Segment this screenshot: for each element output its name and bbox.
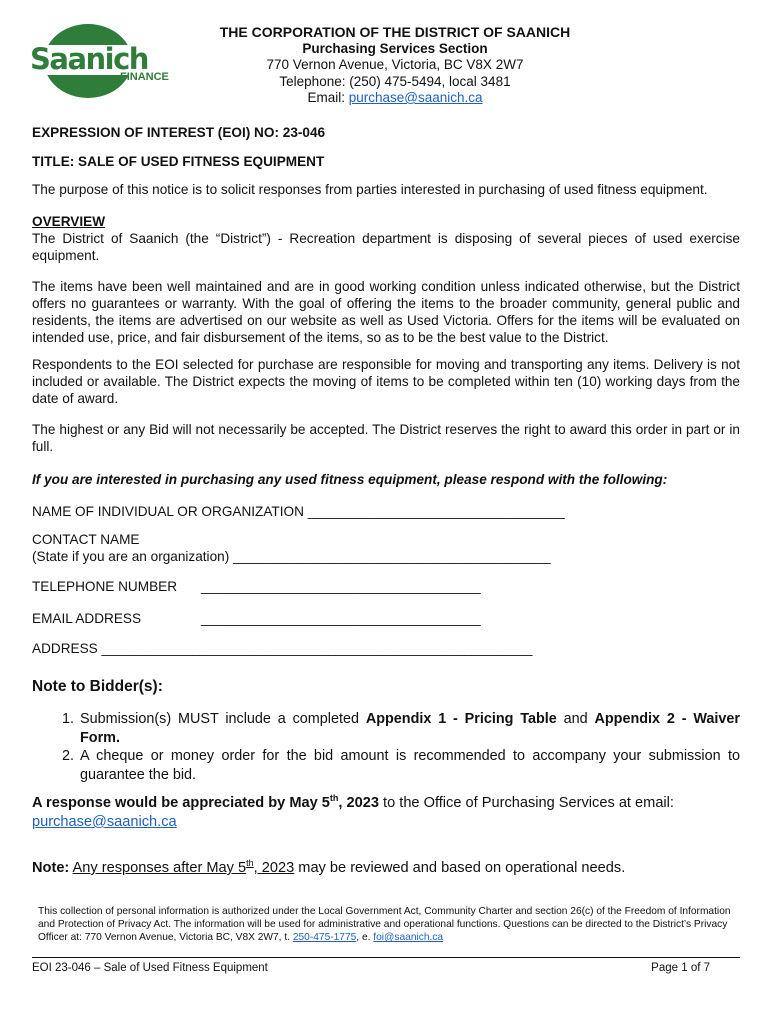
bidder-list-wrapper: [32, 710, 740, 784]
name-label: NAME OF INDIVIDUAL OR ORGANIZATION: [32, 504, 304, 519]
overview-paragraph-2: The items have been well maintained and are in good working condition unless indicated otherwise, but the District offers no guarantees or warranty. With the goal of offering the items to the broader community, general public and residents, the items are advertised on our website as well as Used Victoria. Offers for the items will be evaluated on intended use, price, and fair disbursement of the items, so as to be the best value to the District.: [32, 279, 740, 345]
name-field[interactable]: [32, 504, 565, 519]
header-email-row: [200, 90, 590, 107]
email-blank[interactable]: _____________________________________: [201, 611, 481, 626]
contact-label: CONTACT NAME: [32, 532, 140, 547]
header-address: 770 Vernon Avenue, Victoria, BC V8X 2W7: [266, 57, 524, 72]
overview-paragraph-4: The highest or any Bid will not necessarily be accepted. The District reserves the right to award this order in part or in full.: [32, 422, 740, 454]
saanich-logo-graphic: [28, 22, 178, 100]
section-name: Purchasing Services Section: [302, 40, 488, 56]
address-blank: _________________________________________________________: [101, 641, 533, 656]
privacy-notice: This collection of personal information is authorized under the Local Government Act, Community Charter and section 26(c) of the Freedom of Information and Protection of Privacy Act. The information will be used for administrative and operational functions. Questions can be directed to the District’s Privacy Officer at: 770 Vernon Avenue, Victoria BC, V8X 2W7, t. 250-475-1775, e. foi@saanich.ca: [38, 906, 731, 943]
contact-sublabel: (State if you are an organization): [32, 549, 230, 564]
telephone-blank[interactable]: _____________________________________: [201, 579, 481, 594]
telephone-label: TELEPHONE NUMBER: [32, 579, 178, 594]
note-to-bidders-title: Note to Bidder(s):: [32, 678, 163, 695]
privacy-phone-link[interactable]: 250-475-1775: [292, 932, 357, 943]
privacy-email-link[interactable]: foi@saanich.ca: [373, 932, 444, 943]
eoi-title: TITLE: SALE OF USED FITNESS EQUIPMENT: [32, 154, 325, 169]
saanich-finance-logo: [28, 22, 178, 100]
purpose-text: The purpose of this notice is to solicit responses from parties interested in purchasing of used fitness equipment.: [32, 182, 708, 197]
bidder-item-1: 1. Submission(s) MUST include a completed Appendix 1 - Pricing Table and Appendix 2 - Waiver Form.: [78, 710, 740, 747]
header-telephone: Telephone: (250) 475-5494, local 3481: [279, 73, 511, 89]
footer-page-number: Page 1 of 7: [651, 962, 710, 974]
overview-heading: OVERVIEW: [32, 214, 106, 229]
response-email-link[interactable]: purchase@saanich.ca: [32, 814, 177, 830]
email-field-label: EMAIL ADDRESS: [32, 611, 142, 626]
name-blank: __________________________________: [307, 504, 565, 519]
eoi-number: EXPRESSION OF INTEREST (EOI) NO: 23-046: [32, 125, 326, 140]
logo-wordmark: Saanich: [30, 42, 148, 76]
contact-field[interactable]: [32, 549, 551, 564]
appendix-2-ref: Appendix 2 - Waiver Form: [80, 711, 740, 746]
address-field[interactable]: [32, 641, 532, 656]
address-label: ADDRESS: [32, 641, 98, 656]
overview-paragraph-3: Respondents to the EOI selected for purchase are responsible for moving and transporting any items. Delivery is not included or available. The District expects the moving of items to be completed within ten (10) working days from the date of award.: [32, 357, 740, 406]
bidder-requirements-list: [32, 710, 740, 784]
bidder-item-2: 2. A cheque or money order for the bid amount is recommended to accompany your submission to guarantee the bid.: [78, 747, 740, 784]
contact-blank: __________________________________________: [233, 549, 551, 564]
response-deadline: A response would be appreciated by May 5th, 2023 to the Office of Purchasing Services at email: purchase@saanich.ca: [32, 793, 674, 830]
footer-document-title: EOI 23-046 – Sale of Used Fitness Equipment: [32, 962, 268, 974]
appendix-1-ref: Appendix 1 - Pricing Table: [365, 711, 557, 727]
footer-divider: [32, 957, 740, 958]
header-email-link[interactable]: purchase@saanich.ca: [348, 90, 483, 105]
email-label: Email:: [307, 90, 345, 105]
note-label: Note:: [32, 860, 70, 876]
letterhead: [200, 24, 590, 107]
form-intro: If you are interested in purchasing any used fitness equipment, please respond with the following:: [32, 472, 668, 487]
overview-paragraph-1: The District of Saanich (the “District”) - Recreation department is disposing of several pieces of used exercise equipment.: [32, 231, 740, 263]
logo-subtitle: FINANCE: [120, 71, 169, 83]
late-response-note: Note: Any responses after May 5th, 2023 may be reviewed and based on operational needs.: [32, 858, 626, 876]
corporation-name: THE CORPORATION OF THE DISTRICT OF SAANICH: [219, 24, 571, 40]
